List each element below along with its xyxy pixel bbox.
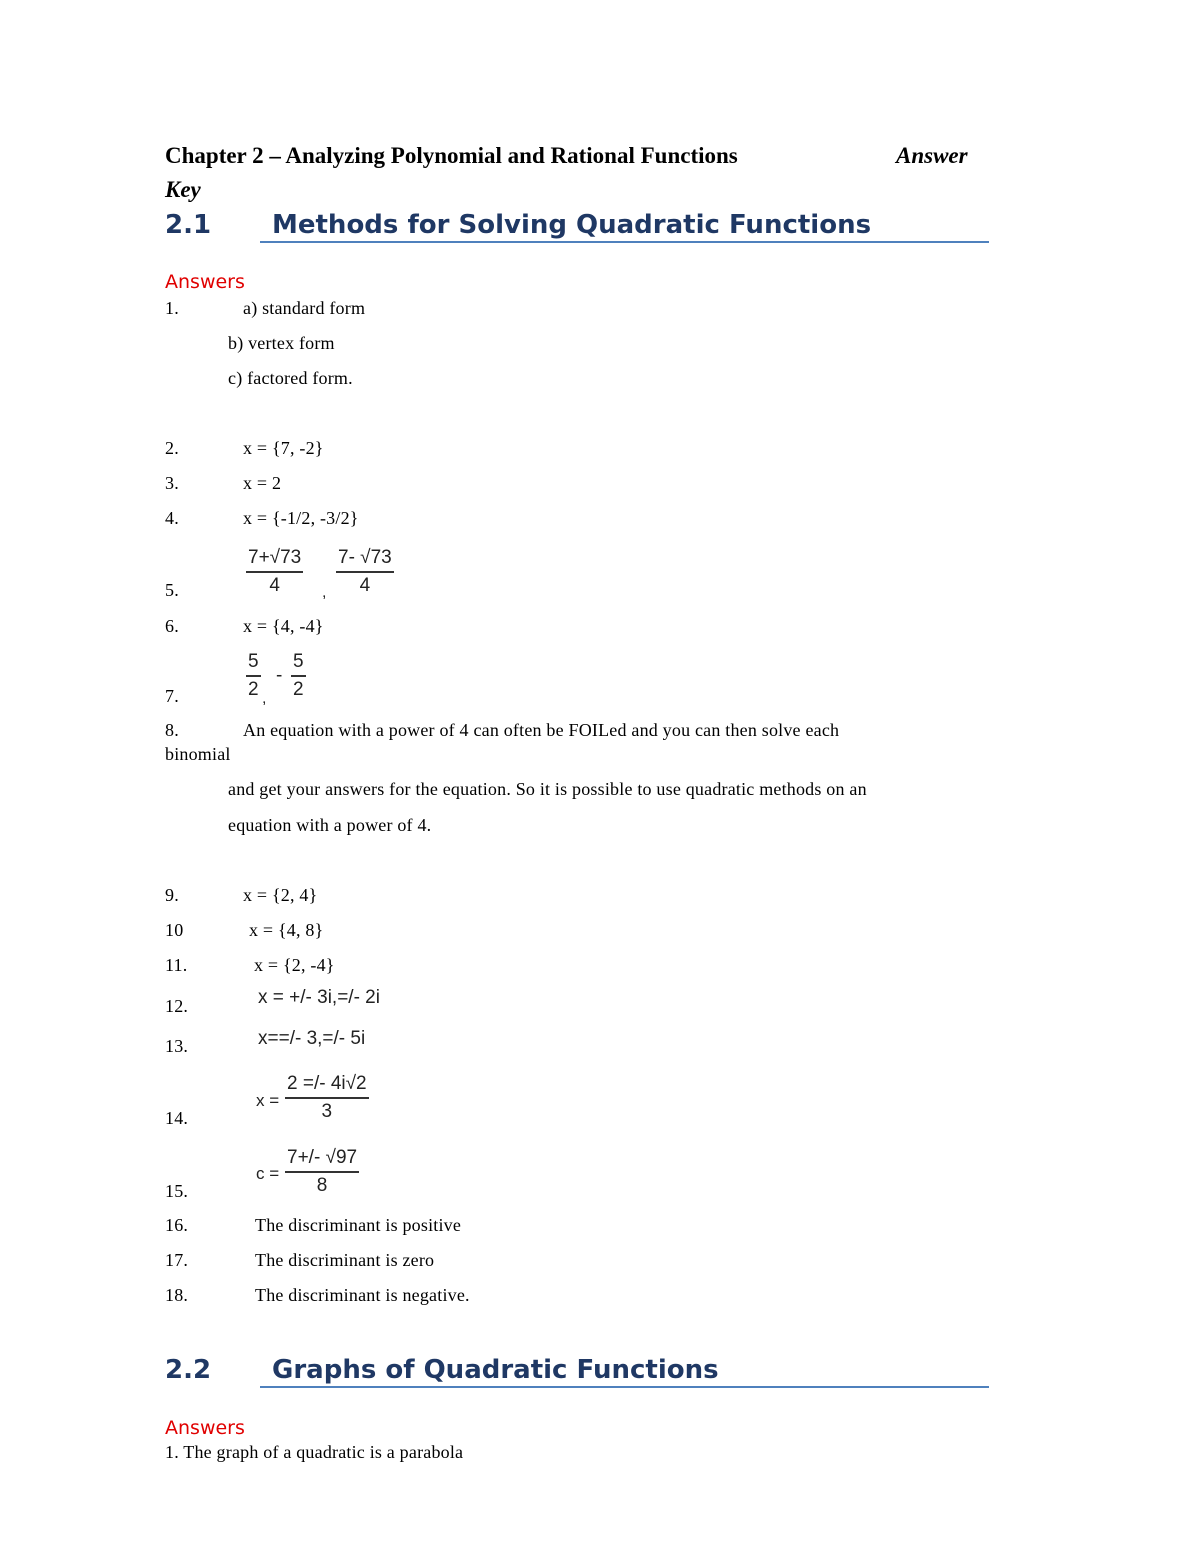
fraction-denominator: 4: [269, 574, 280, 596]
item-number: 9.: [165, 885, 179, 905]
answer-text: equation with a power of 4.: [228, 815, 432, 835]
math-fraction: [246, 547, 303, 597]
answer-text: x = {7, -2}: [243, 438, 324, 458]
fraction-numerator: 7+√73: [248, 547, 302, 568]
answer-text: x = {-1/2, -3/2}: [243, 508, 359, 528]
item-number: 18.: [165, 1285, 189, 1305]
answer-text: x = {2, 4}: [243, 885, 318, 905]
fraction-denominator: 2: [248, 678, 259, 700]
math-lhs: c =: [256, 1164, 280, 1183]
answers-label: Answers: [165, 271, 245, 293]
item-number: 8.: [165, 720, 179, 740]
chapter-title-key: Key: [165, 177, 201, 202]
item-number: 5.: [165, 580, 179, 600]
item-number: 1.: [165, 298, 179, 318]
item-number: 2.: [165, 438, 179, 458]
answer-text: x = {4, 8}: [249, 920, 324, 940]
item-number: 14.: [165, 1108, 189, 1128]
fraction-numerator: 5: [248, 651, 259, 672]
math-lhs: x =: [256, 1091, 280, 1110]
item-number: 12.: [165, 996, 189, 1016]
math-fraction: [285, 1147, 359, 1197]
fraction-denominator: 2: [293, 678, 304, 700]
item-number: 16.: [165, 1215, 189, 1235]
fraction-numerator: 5: [293, 651, 304, 672]
math-expression: x==/- 3,=/- 5i: [258, 1028, 366, 1049]
answer-text: a) standard form: [243, 298, 366, 318]
fraction-numerator: 7+/- √97: [287, 1147, 358, 1168]
answer-text: The discriminant is positive: [255, 1215, 462, 1235]
section-number: 2.1: [165, 210, 212, 240]
fraction-denominator: 3: [321, 1100, 333, 1122]
negative-sign: -: [276, 665, 283, 686]
section-title: Graphs of Quadratic Functions: [272, 1355, 719, 1385]
chapter-title-answer: Answer: [896, 143, 968, 168]
section-number: 2.2: [165, 1355, 212, 1385]
answer-text: x = {4, -4}: [243, 616, 324, 636]
answer-text: 1. The graph of a quadratic is a parabola: [165, 1442, 464, 1462]
fraction-denominator: 8: [316, 1174, 328, 1196]
item-number: 7.: [165, 686, 179, 706]
chapter-title: Chapter 2 – Analyzing Polynomial and Rational Functions: [165, 143, 738, 168]
answer-text: x = {2, -4}: [254, 955, 335, 975]
section-underline: [260, 1386, 989, 1388]
separator-comma: ,: [322, 584, 327, 601]
math-fraction: [285, 1073, 369, 1123]
item-number: 11.: [165, 955, 188, 975]
section-underline: [260, 241, 989, 243]
item-number: 4.: [165, 508, 179, 528]
fraction-numerator: 7- √73: [338, 547, 392, 568]
item-number: 13.: [165, 1036, 189, 1056]
fraction-denominator: 4: [359, 574, 371, 596]
item-number: 15.: [165, 1181, 189, 1201]
separator-comma: ,: [262, 690, 267, 707]
item-number: 10: [165, 920, 184, 940]
math-fraction: [291, 651, 306, 701]
math-fraction: [336, 547, 394, 597]
section-title: Methods for Solving Quadratic Functions: [272, 210, 872, 240]
answer-text: An equation with a power of 4 can often be FOILed and you can then solve each: [243, 720, 840, 740]
answer-text: binomial: [165, 744, 231, 764]
answer-text: The discriminant is zero: [255, 1250, 435, 1270]
answer-text: and get your answers for the equation. So it is possible to use quadratic methods on an: [228, 779, 867, 799]
answer-text: The discriminant is negative.: [255, 1285, 470, 1305]
answer-text: c) factored form.: [228, 368, 353, 388]
item-number: 6.: [165, 616, 179, 636]
item-number: 17.: [165, 1250, 189, 1270]
answer-text: x = 2: [243, 473, 282, 493]
math-fraction: [246, 651, 261, 701]
item-number: 3.: [165, 473, 179, 493]
answers-label: Answers: [165, 1417, 245, 1439]
math-expression: x = +/- 3i,=/- 2i: [258, 987, 380, 1008]
answer-text: b) vertex form: [228, 333, 335, 353]
fraction-numerator: 2 =/- 4i√2: [287, 1073, 367, 1094]
